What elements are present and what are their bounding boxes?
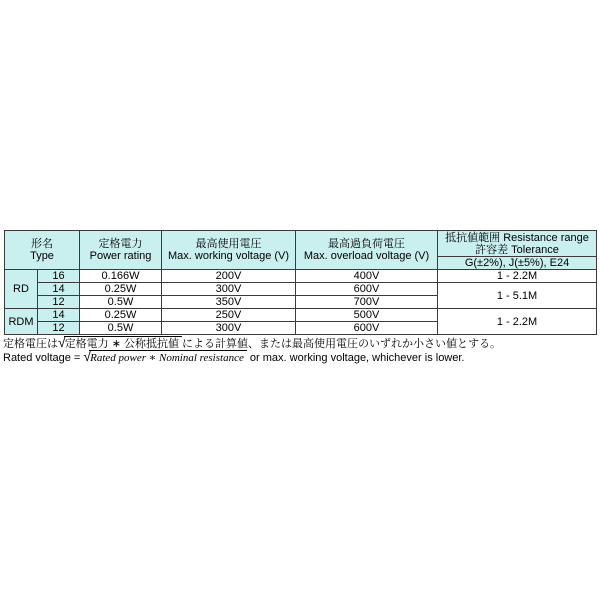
cell-resistance-range: 1 - 5.1M <box>438 283 597 309</box>
cell-power: 0.5W <box>80 296 162 309</box>
header-power-ja: 定格電力 <box>98 238 143 250</box>
header-tolerance-grades: G(±2%), J(±5%), E24 <box>438 257 597 270</box>
footnote-en-radicand: Rated power ∗ Nominal resistance <box>89 350 247 364</box>
header-type-en: Type <box>30 250 54 262</box>
cell-overload-voltage: 700V <box>296 296 438 309</box>
cell-size: 12 <box>38 322 80 335</box>
cell-size: 16 <box>38 270 80 283</box>
footnote-english <box>3 350 465 365</box>
header-row <box>5 231 597 257</box>
header-overload-en: Max. overload voltage (V) <box>303 250 430 262</box>
cell-size: 12 <box>38 296 80 309</box>
footnote-en-before: Rated voltage = <box>3 352 84 364</box>
cell-working-voltage: 250V <box>162 309 296 322</box>
footnote-japanese <box>3 336 501 351</box>
cell-resistance-range: 1 - 2.2M <box>438 309 597 335</box>
cell-working-voltage: 300V <box>162 322 296 335</box>
header-max-overload-voltage <box>296 231 438 270</box>
header-resistance-line2: 許容差 Tolerance <box>475 243 559 256</box>
cell-power: 0.166W <box>80 270 162 283</box>
cell-working-voltage: 200V <box>162 270 296 283</box>
cell-power: 0.25W <box>80 309 162 322</box>
cell-overload-voltage: 500V <box>296 309 438 322</box>
cell-power: 0.25W <box>80 283 162 296</box>
footnote-en-after: or max. working voltage, whichever is lower. <box>246 352 465 364</box>
cell-power: 0.5W <box>80 322 162 335</box>
spec-table <box>4 230 597 335</box>
cell-size: 14 <box>38 283 80 296</box>
table-row-rd-14 <box>5 283 597 296</box>
sqrt-symbol: √ <box>58 334 66 350</box>
cell-overload-voltage: 600V <box>296 322 438 335</box>
cell-overload-voltage: 600V <box>296 283 438 296</box>
cell-resistance-range: 1 - 2.2M <box>438 270 597 283</box>
cell-type-rd: RD <box>5 270 38 309</box>
header-type <box>5 231 80 270</box>
header-resistance-line1: 抵抗値範囲 Resistance range <box>445 231 589 244</box>
cell-working-voltage: 300V <box>162 283 296 296</box>
cell-type-rdm: RDM <box>5 309 38 335</box>
header-power-rating <box>80 231 162 270</box>
header-resistance-range <box>438 231 597 257</box>
header-working-en: Max. working voltage (V) <box>167 250 290 262</box>
table-row-rdm-14 <box>5 309 597 322</box>
header-overload-ja: 最高過負荷電圧 <box>328 238 406 250</box>
cell-overload-voltage: 400V <box>296 270 438 283</box>
sqrt-symbol: √ <box>83 348 92 364</box>
footnote-ja-before: 定格電圧は <box>3 338 58 350</box>
header-power-en: Power rating <box>89 250 152 262</box>
cell-size: 14 <box>38 309 80 322</box>
table-row-rd-16 <box>5 270 597 283</box>
cell-working-voltage: 350V <box>162 296 296 309</box>
header-type-ja: 形名 <box>31 238 53 250</box>
footnote-ja-radicand: 定格電力 ∗ 公称抵抗値 <box>64 336 182 350</box>
header-working-ja: 最高使用電圧 <box>195 238 262 250</box>
footnote-ja-after: による計算値、または最高使用電圧のいずれか小さい値とする。 <box>182 338 502 350</box>
header-max-working-voltage <box>162 231 296 270</box>
